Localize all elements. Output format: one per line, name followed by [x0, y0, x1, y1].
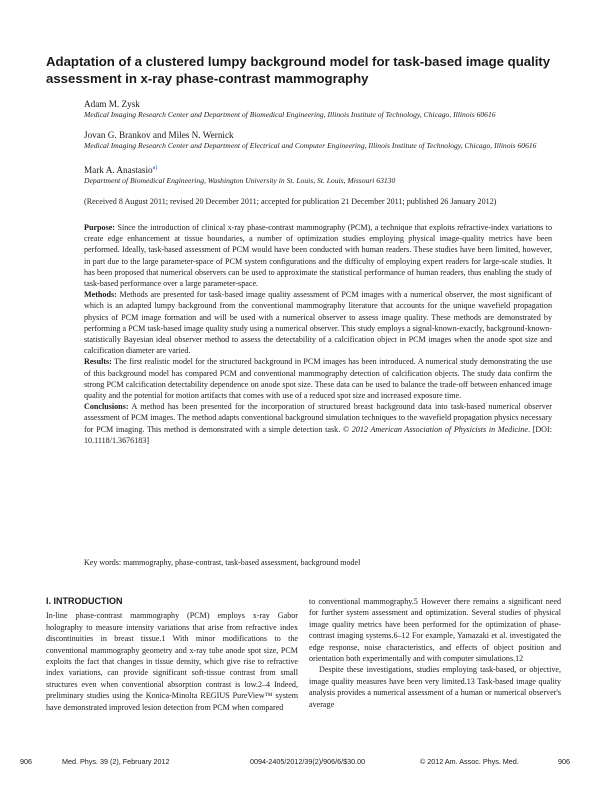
results-text: The first realistic model for the structured background in PCM images has been introduced. A numerical study demonstrating the use of this background model has compared PCM and conventional mammography detection of calcification objects. The study data confirm the strong PCM calcification detectability dependence on anode spot size. These data can be used to balance the trade-off between enhanced image quality and the potential for motion artifacts that comes with use of a reduced spot size and increased exposure time.: [84, 357, 552, 401]
abstract: [84, 222, 552, 446]
author-name: Adam M. Zysk: [84, 99, 140, 109]
page-number-right: 906: [558, 757, 570, 766]
page-footer: [20, 757, 580, 769]
abstract-conclusions: [84, 401, 552, 446]
results-label: Results:: [84, 357, 112, 367]
article-code: 0094-2405/2012/39(2)/906/6/$30.00: [250, 757, 366, 766]
author-block-1: [84, 98, 552, 121]
author-name: Jovan G. Brankov and Miles N. Wernick: [84, 130, 234, 140]
purpose-text: Since the introduction of clinical x-ray phase-contrast mammography (PCM), a technique that exploits refractive-index variations to create edge enhancement at tissue boundaries, a number of optimization studies employing physical image-quality metrics have been performed. Ideally, task-based assessment of PCM would have been conducted with human readers. These studies have been limited, however, in part due to the large parameter-space of PCM system configurations and the difficulty of employing expert readers for large-scale studies. It has been proposed that numerical observers can be used to approximate the statistical performance of human readers, thus enabling the study of task-based performance over a large parameter-space.: [84, 223, 552, 289]
author-name: Mark A. Anastasio: [84, 165, 153, 175]
abstract-purpose: [84, 222, 552, 289]
abstract-results: [84, 356, 552, 401]
received-dates: (Received 8 August 2011; revised 20 December 2011; accepted for publication 21 December 2011; published 26 January 2012): [84, 197, 497, 206]
keywords: Key words: mammography, phase-contrast, task-based assessment, background model: [84, 558, 361, 567]
page-number-left: 906: [20, 757, 32, 766]
conclusions-label: Conclusions:: [84, 402, 129, 412]
conclusions-text: A method has been presented for the incorporation of structured breast background data into task-based numerical observer assessment of PCM images. The method adapts conventional background simulation techniques to the wavefield propagation physics necessary for PCM imaging. This method is demonstrated with a simple detection task.: [84, 402, 553, 434]
footer-copyright: © 2012 Am. Assoc. Phys. Med.: [420, 757, 519, 766]
section-heading: I. INTRODUCTION: [46, 596, 123, 606]
abstract-methods: [84, 289, 552, 356]
right-column: [309, 596, 561, 710]
methods-text: Methods are presented for task-based image quality assessment of PCM images with a numerical observer, the most significant of which is an adapted lumpy background from the conventional mammography literature that accounts for the unique wavefield propagation physics of PCM image formation and will be used with a numerical observer to assess image quality. These methods are demonstrated by performing a PCM task-based image quality study using a numerical observer. This study employs a signal-known-exactly, background-known-statistically Bayesian ideal observer method to assess the detectability of a calcification object in PCM images when the anode spot size and calcification diameter are varied.: [84, 290, 552, 356]
intro-paragraph-1: In-line phase-contrast mammography (PCM) employs x-ray Gabor holography to measure intensity variations that arise from refractive index discontinuities in breast tissue.1 With minor modifications to the conventional mammography geometry and x-ray tube anode spot size, PCM exploits the fact that changes in tissue density, which give rise to refractive index variations, can provide significant soft-tissue contrast from small structures even when conventional absorption contrast is low.2–4 Indeed, preliminary studies using the Konica-Minolta REGIUS PureView™ system have demonstrated improved lesion detection from PCM when compared: [46, 611, 298, 712]
author-block-2: [84, 129, 552, 152]
doi-link[interactable]: . [DOI: 10.1118/1.3676183]: [84, 424, 552, 445]
intro-paragraph-3: Despite these investigations, studies employing task-based, or objective, image quality measures have been very limited.13 Task-based image quality analysis provides a numerical assessment of a human or numerical observer's average: [309, 665, 561, 709]
article-title: Adaptation of a clustered lumpy background model for task-based image quality assessment in x-ray phase-contrast mammography: [46, 54, 551, 86]
methods-label: Methods:: [84, 290, 117, 300]
author-block-3: [84, 164, 552, 187]
copyright-line: © 2012 American Association of Physicists in Medicine: [342, 424, 528, 434]
author-name-line: [84, 164, 552, 176]
left-column: [46, 596, 298, 713]
author-footnote-marker[interactable]: a): [152, 164, 158, 171]
journal-citation: Med. Phys. 39 (2), February 2012: [62, 757, 170, 766]
purpose-label: Purpose:: [84, 223, 116, 232]
author-affiliation: Medical Imaging Research Center and Department of Biomedical Engineering, Illinois Institute of Technology, Chicago, Illinois 60616: [84, 110, 496, 119]
intro-paragraph-2: to conventional mammography.5 However there remains a significant need for further system assessment and optimization. Several studies of physical image quality metrics have been performed for the optimization of phase-contrast imaging systems.6–12 For example, Yamazaki et al. investigated the edge response, noise characteristics, and effects of object position and orientation both experimentally and with computer simulations.12: [309, 597, 561, 664]
author-affiliation: Medical Imaging Research Center and Department of Electrical and Computer Engineering, Illinois Institute of Technology, Chicago, Illinois 60616: [84, 141, 537, 150]
author-affiliation: Department of Biomedical Engineering, Washington University in St. Louis, St. Louis, Missouri 63130: [84, 176, 396, 185]
